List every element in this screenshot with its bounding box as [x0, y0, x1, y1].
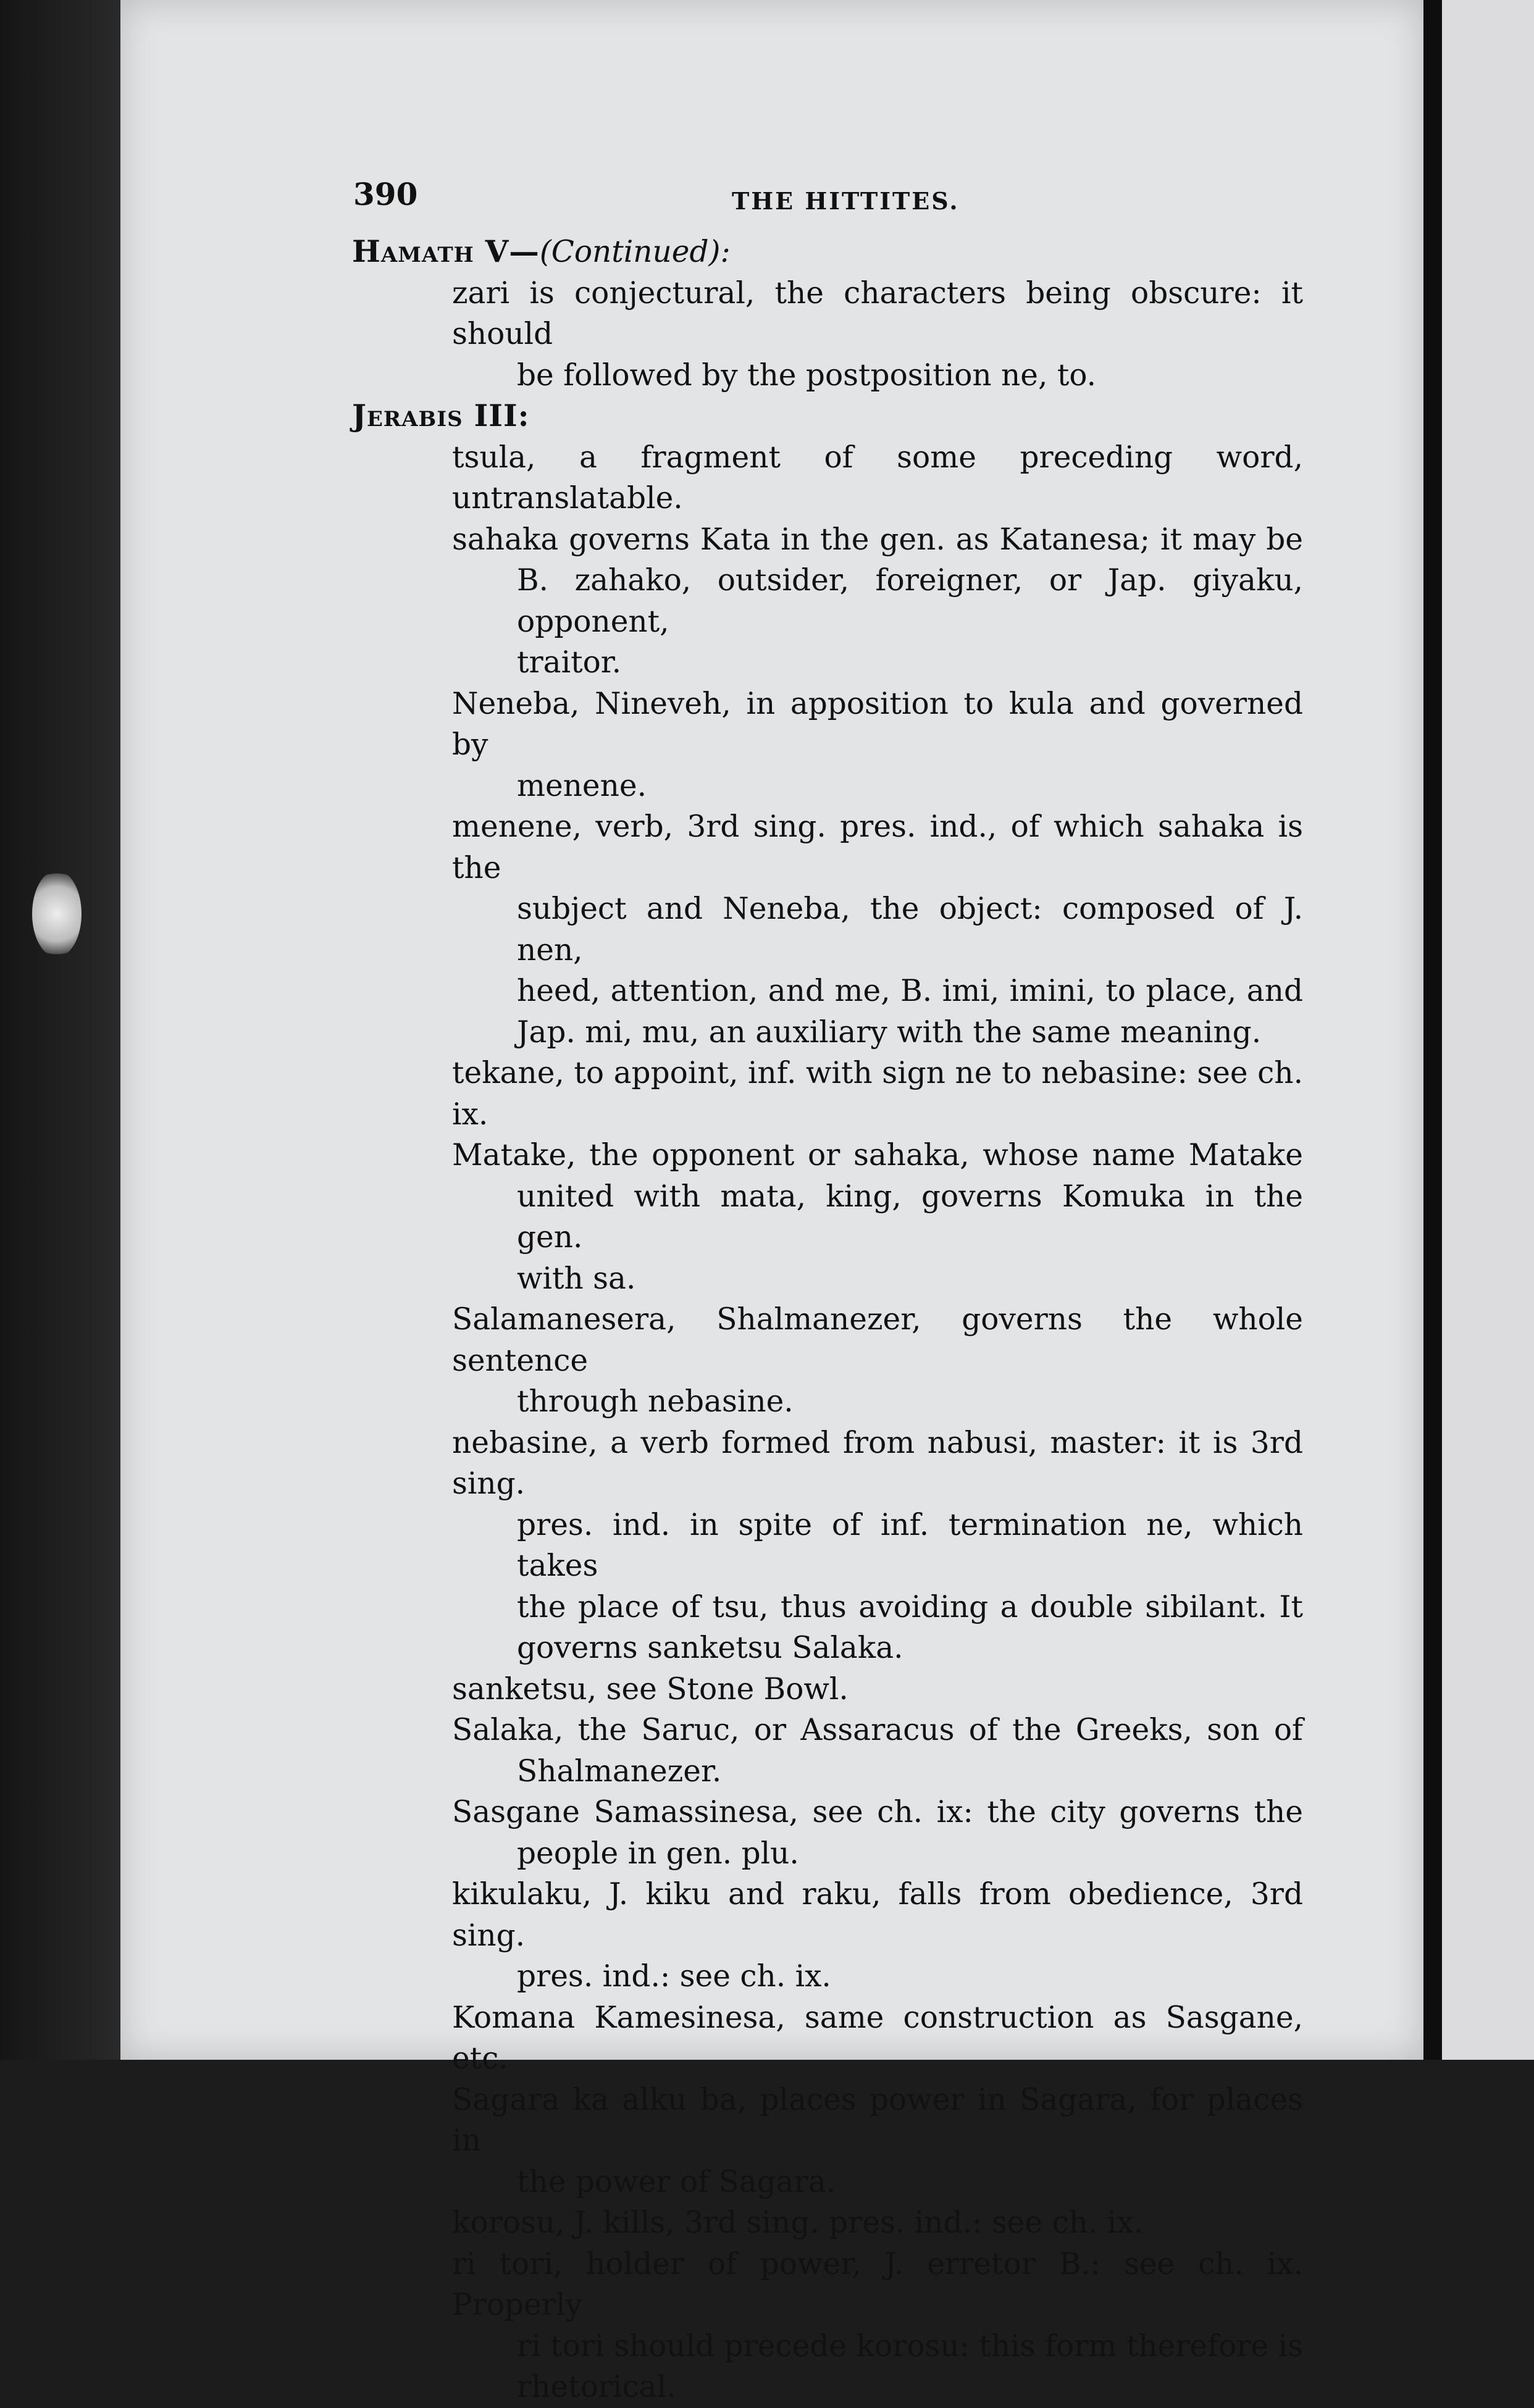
entry-line: tsula, a fragment of some preceding word, untranslatable.	[452, 440, 1303, 516]
entry-line: be followed by the postposition ne, to.	[517, 357, 1097, 393]
entry-line: the power of Sagara.	[517, 2164, 836, 2199]
facing-page-edge	[1442, 0, 1534, 2060]
entry-line: Jap. mi, mu, an auxiliary with the same meaning.	[517, 1014, 1262, 1050]
running-title: THE HITTITES.	[732, 187, 960, 215]
entry-line: pres. ind.: see ch. ix.	[517, 1959, 831, 1994]
entry-line: Salamanesera, Shalmanezer, governs the whole sentence	[452, 1302, 1303, 1378]
entry-line: ri tori, holder of power, J. erretor B.: see ch. ix. Properly	[452, 2246, 1303, 2322]
entry-line: sahaka governs Kata in the gen. as Katanesa; it may be	[452, 522, 1303, 557]
entry-line: korosu, J. kills, 3rd sing. pres. ind.: see ch. ix.	[452, 2205, 1143, 2240]
glossary-entry	[452, 1423, 1303, 1669]
glossary-entry	[452, 2202, 1303, 2244]
scan-blemish	[32, 871, 82, 957]
entry-line: united with mata, king, governs Komuka in the gen.	[517, 1179, 1303, 1255]
entry-line: traitor.	[517, 645, 622, 680]
entry-line: the place of tsu, thus avoiding a double sibilant. It	[517, 1589, 1303, 1624]
entry-line: kikulaku, J. kiku and raku, falls from obedience, 3rd sing.	[452, 1877, 1303, 1953]
glossary-entry	[452, 2080, 1303, 2203]
entry-line: governs sanketsu Salaka.	[517, 1631, 903, 1665]
glossary-entry	[452, 684, 1303, 807]
entry-line: Salaka, the Saruc, or Assaracus of the Greeks, son of	[452, 1713, 1303, 1747]
entry-line: Komana Kamesinesa, same construction as Sasgane, etc.	[452, 2000, 1303, 2076]
glossary-entry	[452, 1053, 1303, 1135]
entry-line: heed, attention, and me, B. imi, imini, to place, and	[517, 974, 1303, 1008]
glossary-entry	[452, 519, 1303, 684]
entry-line: menene.	[517, 768, 647, 803]
entry-line: Shalmanezer.	[517, 1754, 722, 1789]
glossary-entry	[452, 1874, 1303, 1997]
entry-line: tekane, to appoint, inf. with sign ne to nebasine: see ch. ix.	[452, 1056, 1303, 1132]
glossary-entry	[452, 437, 1303, 519]
glossary-entry	[452, 273, 1303, 396]
glossary-entry	[452, 1997, 1303, 2080]
entry-line: zari is conjectural, the characters being obscure: it should	[452, 275, 1303, 351]
entry-line: Sagara ka alku ba, places power in Sagara, for places in	[452, 2082, 1303, 2158]
entry-line: with sa.	[517, 1261, 636, 1296]
entry-line: rhetorical.	[517, 2370, 676, 2404]
running-head	[0, 176, 1534, 225]
glossary-entry	[452, 1792, 1303, 1874]
glossary-entry	[452, 2244, 1303, 2408]
glossary-entry	[452, 1710, 1303, 1792]
glossary-entry	[452, 1135, 1303, 1299]
entry-line: Neneba, Nineveh, in apposition to kula and governed by	[452, 686, 1303, 762]
page-gutter	[1423, 0, 1442, 2060]
entry-line: through nebasine.	[517, 1384, 794, 1419]
glossary-entry	[452, 1299, 1303, 1423]
entry-line: B. zahako, outsider, foreigner, or Jap. giyaku, opponent,	[517, 563, 1303, 639]
scan-background-left	[0, 0, 124, 2060]
section-heading-label: Hamath V—	[352, 234, 540, 269]
entry-line: sanketsu, see Stone Bowl.	[452, 1671, 849, 1707]
section-heading-continued: (Continued):	[539, 235, 731, 269]
glossary-entry	[452, 1669, 1303, 1710]
glossary-entry	[452, 806, 1303, 1053]
page-text	[352, 232, 1303, 2408]
entry-line: Matake, the opponent or sahaka, whose name Matake	[452, 1138, 1303, 1173]
entry-line: people in gen. plu.	[517, 1836, 799, 1871]
section-heading	[352, 396, 1303, 437]
entry-line: Sasgane Samassinesa, see ch. ix: the city governs the	[452, 1795, 1303, 1829]
section-heading	[352, 232, 1303, 273]
entry-line: subject and Neneba, the object: composed of J. nen,	[517, 892, 1303, 968]
section-heading-label: Jerabis III:	[352, 398, 530, 433]
page-number: 390	[353, 176, 418, 212]
entry-line: pres. ind. in spite of inf. termination ne, which takes	[517, 1507, 1303, 1583]
entry-line: nebasine, a verb formed from nabusi, master: it is 3rd sing.	[452, 1425, 1303, 1501]
entry-line: menene, verb, 3rd sing. pres. ind., of which sahaka is the	[452, 809, 1303, 885]
entry-line: ri tori should precede korosu: this form therefore is	[517, 2328, 1303, 2364]
